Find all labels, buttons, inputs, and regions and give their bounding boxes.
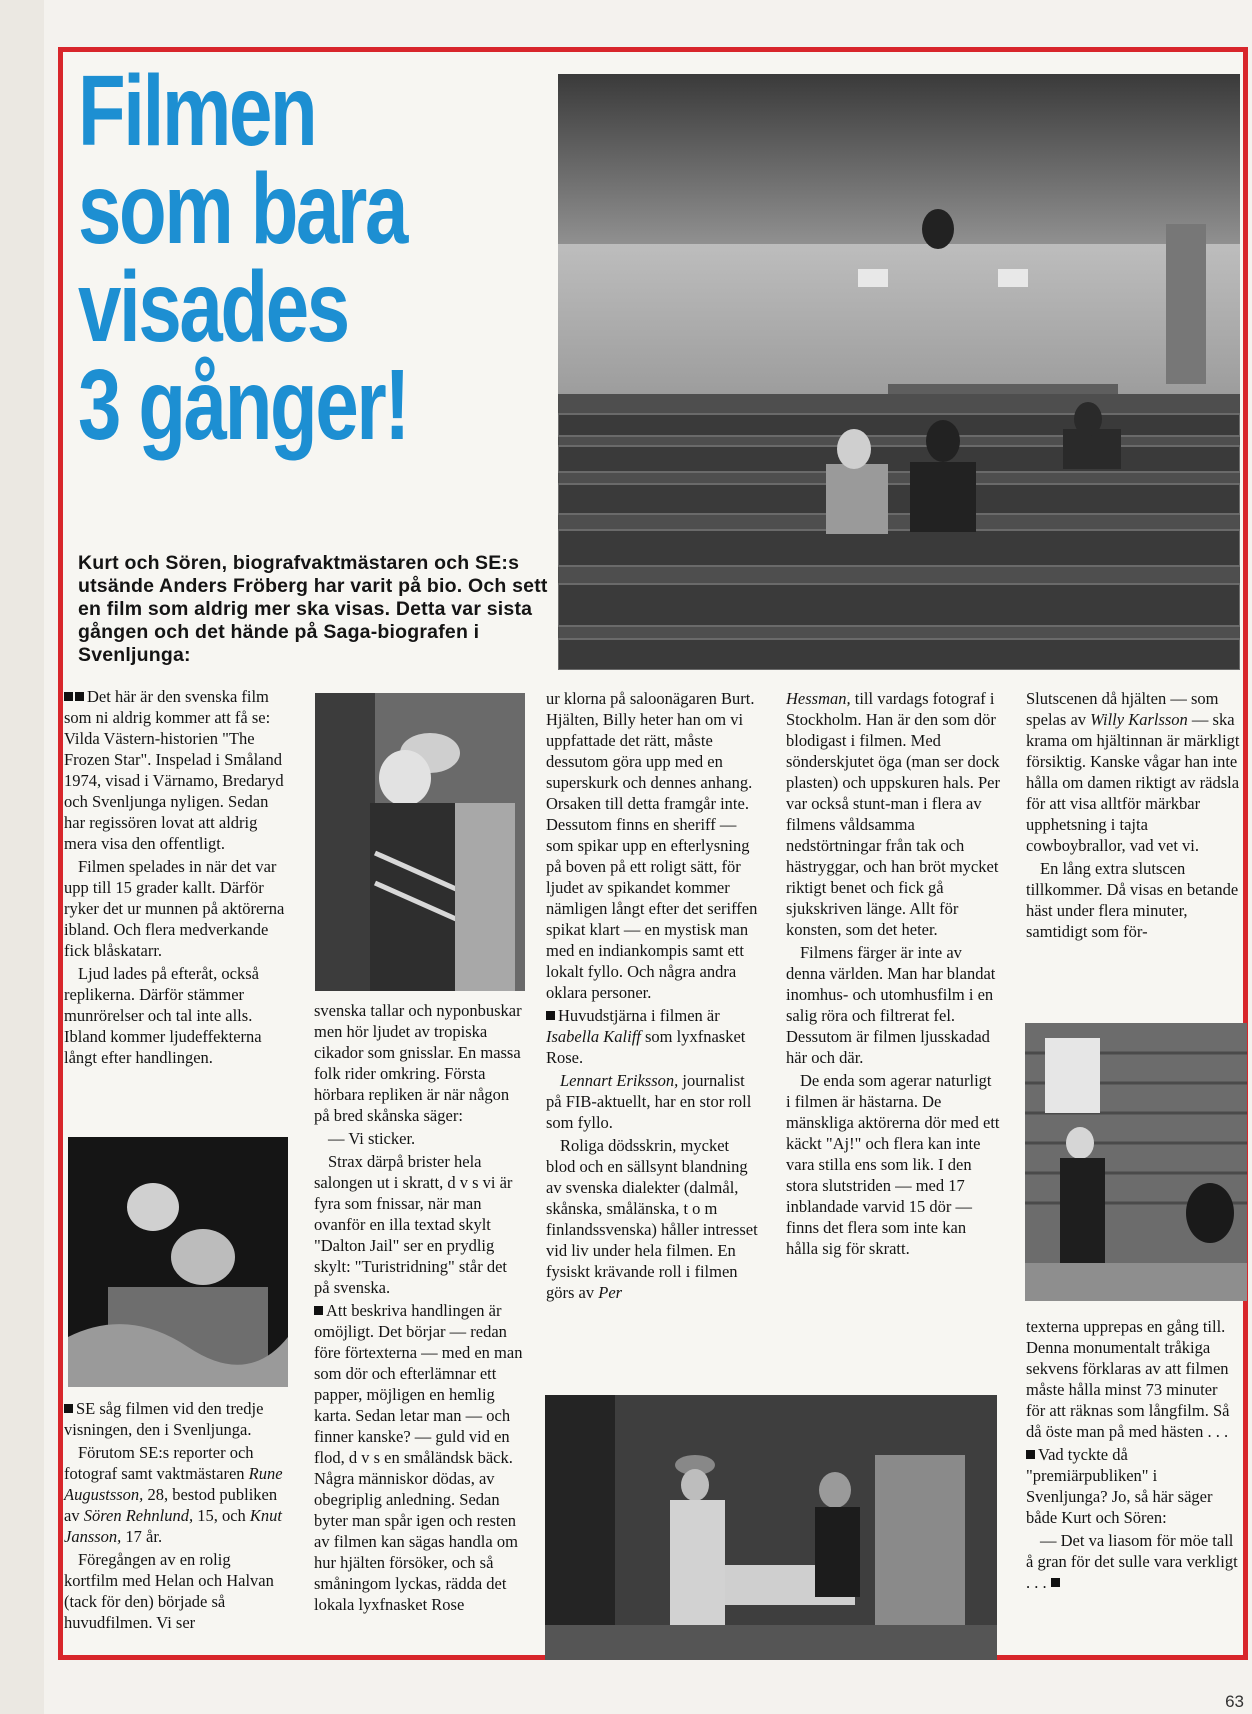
column-3 xyxy=(546,688,760,1305)
name-italic: Knut Jansson, xyxy=(64,1506,282,1546)
text: Huvudstjärna i filmen är xyxy=(558,1006,720,1025)
paragraph xyxy=(546,1070,760,1133)
paragraph: texterna upprepas en gång till. Denna monumentalt tråkiga sekvens förklaras av att filmen måste hålla minst 73 minuter för att räknas som långfilm. Så då öste man på med hästen . . . xyxy=(1026,1317,1230,1441)
paragraph xyxy=(1026,688,1240,856)
paragraph xyxy=(1026,1530,1240,1593)
paragraph-text: SE såg filmen vid den tredje visningen, den i Svenljunga. xyxy=(64,1399,264,1439)
paragraph xyxy=(64,1398,286,1440)
paragraph xyxy=(786,688,1000,940)
text: Roliga dödsskrin, mycket blod och en sällsynt blandning av svenska dialekter (dalmål, skånska, smålänska, t o m finlandssvenska) håller intresset vid liv under hela filmen. En fysiskt krävande roll i filmen görs av xyxy=(546,1136,758,1302)
column-5-lower xyxy=(1026,1316,1240,1595)
column-1-lower xyxy=(64,1398,286,1635)
end-square-icon xyxy=(1051,1578,1060,1587)
couple-laughing-photo xyxy=(68,1137,288,1387)
paragraph-text: Att beskriva handlingen är omöjligt. Det börjar — redan före förtexterna — med en man som dör och efterlämnar ett papper, möjligen en hemlig karta. Sedan letar man — och finner kanske? — guld vid en flod, d v s en småländsk bäck. Några människor dödas, av obegriplig anledning. Sedan byter man spår igen och resten av filmen kan sägas handla om hur hjälten försöker, och så småningom lyckas, rädda det lokala lyxfnasket Rose xyxy=(314,1301,523,1614)
name-italic: Per xyxy=(598,1283,623,1302)
paragraph xyxy=(64,686,286,854)
paragraph: Filmen spelades in när det var upp till 15 grader kallt. Därför ryker det ur munnen på aktörerna ibland. Och flera medverkande fick blåskatarr. xyxy=(64,857,285,960)
column-4 xyxy=(786,688,1000,1261)
name-italic: Willy Karlsson xyxy=(1090,710,1188,729)
paragraph: ur klorna på saloonägaren Burt. Hjälten, Billy heter han om vi uppfattade det rätt, måste dessutom göra upp med en superskurk och dennes anhang. Orsaken till detta framgår inte. Dessutom finns en sheriff — som spikar upp en efterlysning på boven på ett roligt sätt, för ljudet av spikandet kommer nämligen långt efter det seriffen spikat klart — en mystisk man med en indiankompis samt ett lokalt fyllo. Och några andra oklara personer. xyxy=(546,689,758,1002)
cinema-photo xyxy=(558,74,1240,670)
text: Förutom SE:s reporter och fotograf samt vaktmästaren xyxy=(64,1443,254,1483)
text: som lyxfnasket Rose. xyxy=(546,1027,746,1067)
bullet-square-icon xyxy=(314,1306,323,1315)
bullet-square-icon xyxy=(64,1404,73,1413)
paragraph-text: Vad tyckte då "premiärpubliken" i Svenljunga? Jo, så här säger både Kurt och Sören: xyxy=(1026,1445,1213,1527)
paragraph: Föregången av en rolig kortfilm med Helan och Halvan (tack för den) började så huvudfilmen. Vi ser xyxy=(64,1550,274,1632)
paragraph xyxy=(64,1442,286,1547)
headline-line: 3 gånger! xyxy=(78,349,409,461)
headline-line: visades xyxy=(78,251,348,363)
page-number: 63 xyxy=(1225,1692,1244,1711)
column-1 xyxy=(64,686,286,1070)
paragraph: De enda som agerar naturligt i filmen är hästarna. De mänskliga aktörerna dör med ett käckt "Aj!" och flera kan inte vara stilla ens som lik. I den stora slutstriden — med 17 inblandade varvid 15 dör — finns det flera som inte kan hålla sig för skratt. xyxy=(786,1071,1000,1258)
paragraph xyxy=(314,1300,526,1615)
text: 15, och xyxy=(193,1506,250,1525)
bullet-square-icon xyxy=(75,692,84,701)
paragraph: — Vi sticker. xyxy=(328,1129,416,1148)
headline-line: Filmen xyxy=(78,55,316,167)
text: — ska krama om hjältinnan är märkligt försiktig. Kanske vågar han inte hålla om damen riktigt av rädsla för att visa alltför märkbar upphetsning i tajta cowboybrallor, vad vet vi. xyxy=(1026,710,1240,855)
headline xyxy=(78,55,558,461)
name-italic: Lennart Eriksson, xyxy=(560,1071,679,1090)
paragraph xyxy=(1026,1444,1240,1528)
paragraph: svenska tallar och nyponbuskar men hör ljudet av tropiska cikador som gnisslar. En massa folk rider omkring. Första hörbara repliken är när någon på bred skånska säger: xyxy=(314,1001,522,1125)
text: journalist på FIB-aktuellt, har en stor roll som fyllo. xyxy=(546,1071,752,1132)
paragraph-text: Det här är den svenska film som ni aldrig kommer att få se: Vilda Västern-historien "The Frozen Star". Inspelad i Småland 1974, visad i Värnamo, Bredaryd och Svenljunga nyligen. Sedan har regissören lovat att aldrig mera visa den offentligt. xyxy=(64,687,284,853)
text: Slutscenen då hjälten — som spelas av xyxy=(1026,689,1219,729)
paragraph xyxy=(546,1005,760,1068)
name-italic: Isabella Kaliff xyxy=(546,1027,641,1046)
column-2 xyxy=(314,1000,526,1617)
text: till vardags fotograf i Stockholm. Han är den som dör blodigast i filmen. Med sönderskjutet öga (man ser dock plasten) och uppskuren hals. Per var också stunt-man i flera av filmens våldsamma nedstörtningar från tak och hästryggar, och han bröt mycket riktigt benet och fick gå sjukskriven länge. Allt för konsten, som det heter. xyxy=(786,689,1000,939)
cowboy-at-cabin-photo xyxy=(1025,1023,1247,1301)
embrace-photo xyxy=(315,693,525,991)
text: 17 år. xyxy=(121,1527,163,1546)
text: 28, bestod publiken av xyxy=(64,1485,278,1525)
paragraph: Strax därpå brister hela salongen ut i skratt, d v s vi är fyra som fnissar, när man ovanför en illa textad skylt "Dalton Jail" ser en prydlig skylt: "Turistridning" står det på svenska. xyxy=(314,1152,513,1297)
intro-lead: Kurt och Sören, biografvaktmästaren och SE:s utsände Anders Fröberg har varit på bio. Och sett en film som aldrig mer ska visas. Detta var sista gången och det hände på Saga-biografen i Svenljunga: xyxy=(78,552,548,666)
name-italic: Sören Rehnlund, xyxy=(83,1506,194,1525)
column-5 xyxy=(1026,688,1240,944)
paragraph: Filmens färger är inte av denna världen. Man har blandat inomhus- och utomhusfilm i en salig röra och filtrerat fel. Dessutom är filmen ljusskadad här och där. xyxy=(786,943,996,1067)
paragraph xyxy=(546,1135,760,1303)
saloon-photo xyxy=(545,1395,997,1660)
name-italic: Hessman, xyxy=(786,689,851,708)
headline-line: som bara xyxy=(78,153,407,265)
bullet-square-icon xyxy=(546,1011,555,1020)
paragraph: Ljud lades på efteråt, också replikerna. Därför stämmer munrörelser och tal inte alls. Ibland kommer ljudeffekterna långt efter handlingen. xyxy=(64,964,262,1067)
bullet-square-icon xyxy=(64,692,73,701)
paragraph: En lång extra slutscen tillkommer. Då visas en betande häst under flera minuter, samtidigt som för- xyxy=(1026,859,1239,941)
page-gutter xyxy=(0,0,44,1714)
bullet-square-icon xyxy=(1026,1450,1035,1459)
paragraph-text: — Det va liasom för möe tall å gran för det sulle vara verkligt . . . xyxy=(1026,1531,1238,1592)
name-italic: Rune Augustsson, xyxy=(64,1464,283,1504)
